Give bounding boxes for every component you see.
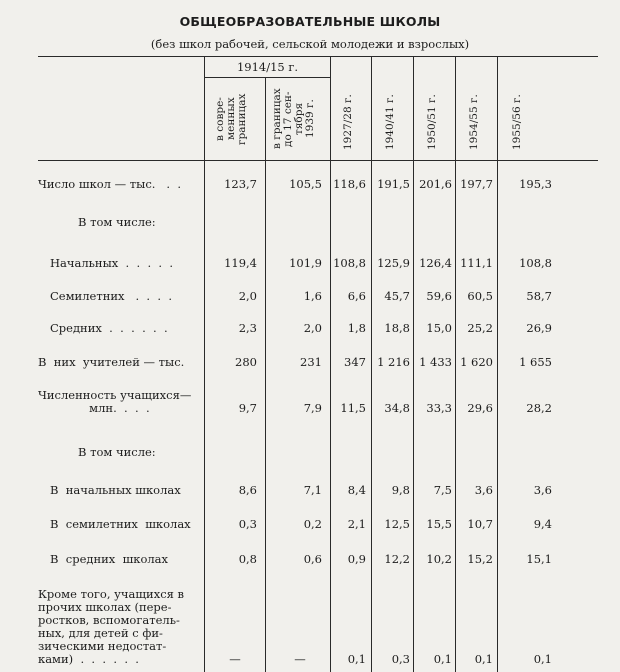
cell-value: 280 [235,355,257,369]
rule-group [205,77,330,78]
cell-value: 201,6 [419,177,452,191]
cell-value: 0,9 [347,552,366,566]
row-label: В начальных школах [50,483,181,497]
cell-value: 1 620 [460,355,493,369]
row-label: Семилетних . . . . [50,289,173,303]
cell-value: 9,7 [238,401,257,415]
cell-value: 347 [344,355,366,369]
col-header-1950: 1950/51 г. [426,94,438,151]
rule-top [38,56,598,57]
cell-value: 2,3 [238,321,257,335]
group-header-1914: 1914/15 г. [236,60,299,74]
cell-value: 59,6 [426,289,452,303]
row-label: В том числе: [78,445,156,459]
cell-value: 108,8 [519,256,552,270]
cell-value: 25,2 [467,321,493,335]
cell-value: 1 433 [419,355,452,369]
cell-value: 1 216 [377,355,410,369]
cell-value: 105,5 [289,177,322,191]
cell-value: 108,8 [333,256,366,270]
col-header-1954: 1954/55 г. [468,94,480,151]
cell-value: 11,5 [340,401,366,415]
cell-value: 231 [300,355,322,369]
row-label: Число школ — тыс. . . [38,177,181,191]
cell-value: 34,8 [384,401,410,415]
cell-value: 123,7 [224,177,257,191]
cell-value: 15,1 [526,552,552,566]
cell-value: 0,1 [474,652,493,666]
cell-value: 125,9 [377,256,410,270]
row-label: Средних . . . . . . [50,321,168,335]
row-label: Кроме того, учащихся в прочих школах (пере- ростков, вспомогатель- ных, для детей с фи- зическими недостат- ками) . . . . . . [38,587,185,666]
cell-value: 10,2 [426,552,452,566]
cell-value: 118,6 [333,177,366,191]
cell-value: 7,1 [303,483,322,497]
cell-value: 0,6 [303,552,322,566]
cell-value: 7,5 [433,483,452,497]
cell-value: — [294,652,306,666]
cell-value: 2,0 [303,321,322,335]
cell-value: 18,8 [384,321,410,335]
cell-value: 3,6 [533,483,552,497]
cell-value: 1,6 [303,289,322,303]
cell-value: 126,4 [419,256,452,270]
cell-value: 195,3 [519,177,552,191]
cell-value: 0,1 [533,652,552,666]
cell-value: 191,5 [377,177,410,191]
rule-header-bottom [38,160,598,161]
col-header-1940: 1940/41 г. [384,94,396,151]
row-label: В средних школах [50,552,169,566]
cell-value: 15,2 [467,552,493,566]
col-header-1955: 1955/56 г. [511,94,523,151]
cell-value: 60,5 [467,289,493,303]
cell-value: 15,5 [426,517,452,531]
cell-value: 7,9 [303,401,322,415]
cell-value: 8,6 [238,483,257,497]
cell-value: 29,6 [467,401,493,415]
cell-value: 33,3 [426,401,452,415]
cell-value: 1 655 [519,355,552,369]
cell-value: 0,1 [347,652,366,666]
cell-value: 10,7 [467,517,493,531]
cell-value: 12,2 [384,552,410,566]
cell-value: 58,7 [526,289,552,303]
cell-value: 197,7 [460,177,493,191]
row-label: Численность учащихся— млн. . . . [38,388,192,415]
cell-value: 101,9 [289,256,322,270]
cell-value: 0,1 [433,652,452,666]
cell-value: 45,7 [384,289,410,303]
row-label: Начальных . . . . . [50,256,174,270]
cell-value: 0,2 [303,517,322,531]
cell-value: 119,4 [224,256,257,270]
row-label: В них учителей — тыс. [38,355,185,369]
cell-value: 3,6 [474,483,493,497]
cell-value: 8,4 [347,483,366,497]
row-label: В том числе: [78,215,156,229]
cell-value: 2,0 [238,289,257,303]
cell-value: 28,2 [526,401,552,415]
col-header-1939-borders: в границах до 17 сен- тября 1939 г. [271,88,316,150]
cell-value: 0,3 [238,517,257,531]
cell-value: 111,1 [460,256,493,270]
cell-value: 9,4 [533,517,552,531]
cell-value: 1,8 [347,321,366,335]
cell-value: 2,1 [347,517,366,531]
col-header-modern-borders: в совре- менных границах [214,93,248,145]
col-header-1927: 1927/28 г. [342,94,354,151]
cell-value: 0,3 [391,652,410,666]
cell-value: 12,5 [384,517,410,531]
table-title: ОБЩЕОБРАЗОВАТЕЛЬНЫЕ ШКОЛЫ [179,14,441,29]
cell-value: 9,8 [391,483,410,497]
row-label: В семилетних школах [50,517,191,531]
col-divider-2 [265,77,266,672]
cell-value: 6,6 [347,289,366,303]
cell-value: 26,9 [526,321,552,335]
cell-value: — [229,652,241,666]
cell-value: 15,0 [426,321,452,335]
table-subtitle: (без школ рабочей, сельской молодежи и взрослых) [150,37,470,51]
cell-value: 0,8 [238,552,257,566]
